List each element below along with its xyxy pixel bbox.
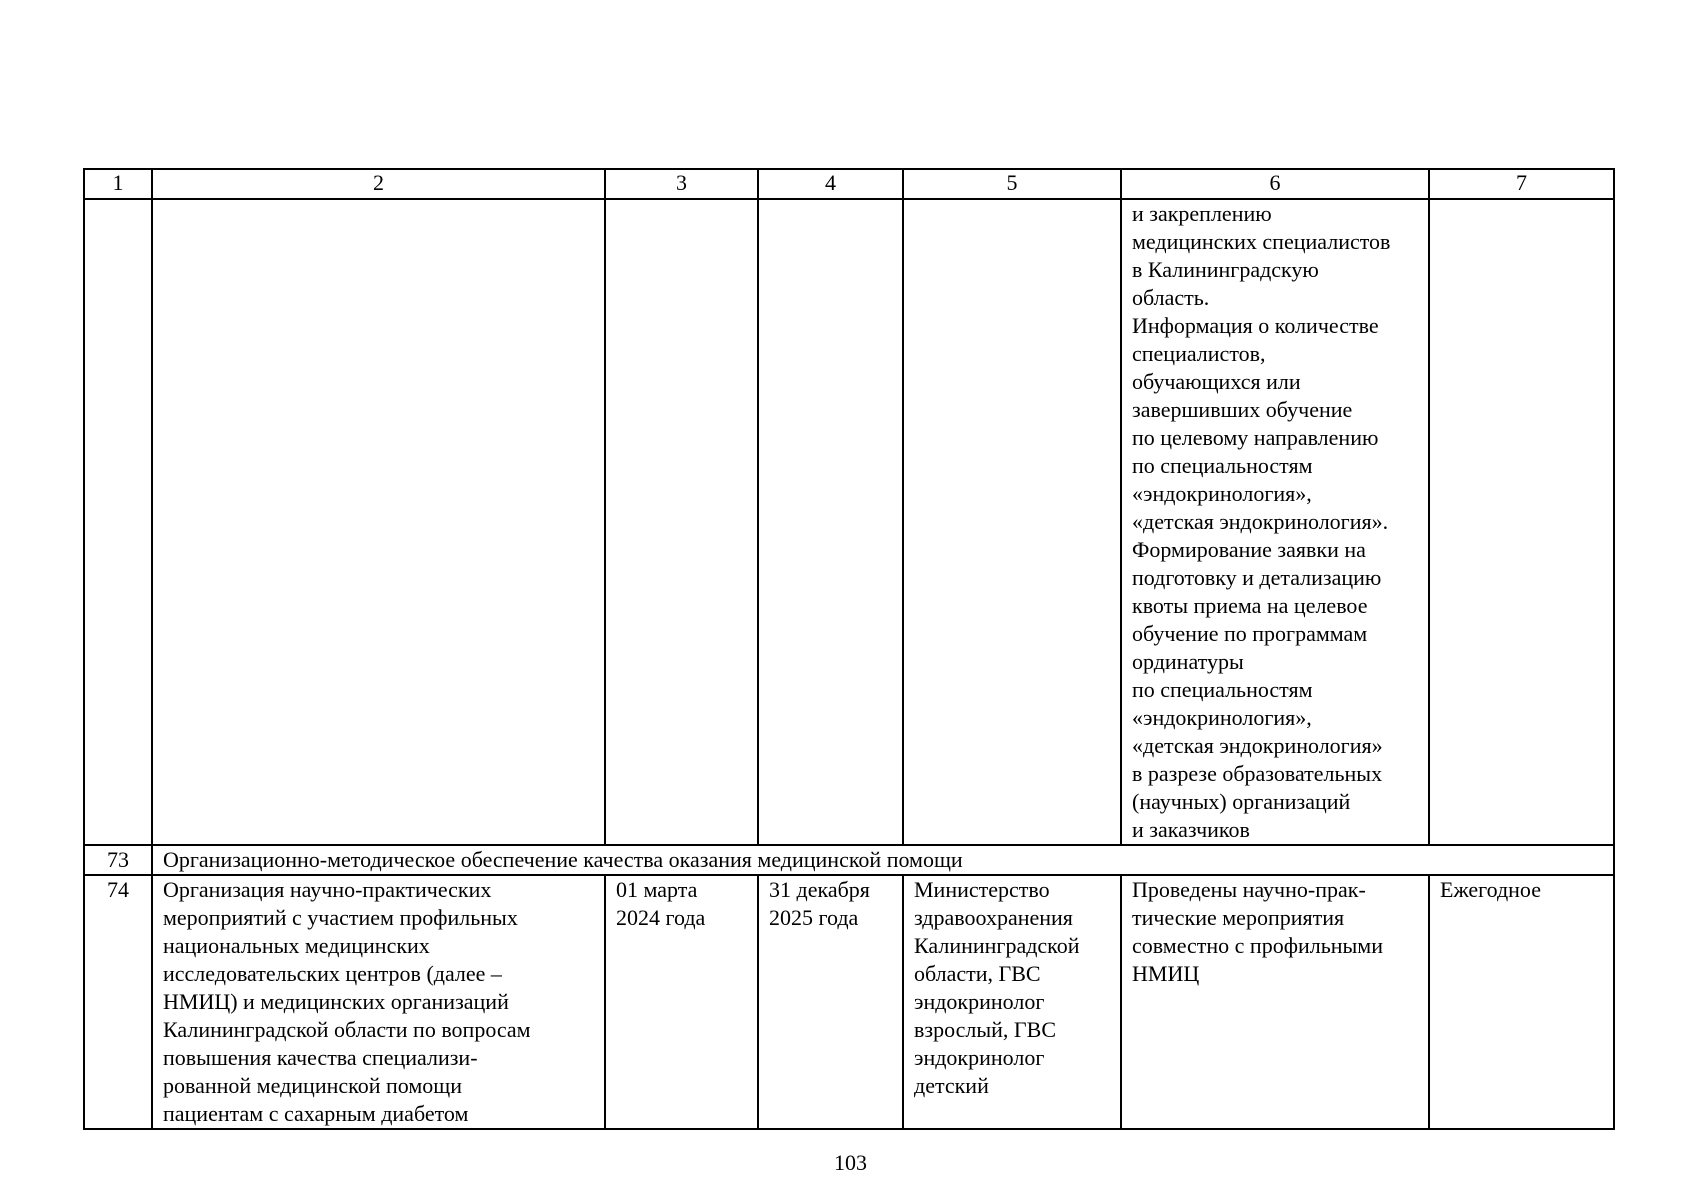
cell-activity [152,199,605,845]
section-title: Организационно-методическое обеспечение качества оказания медицинской помощи [152,845,1614,875]
page-number: 103 [834,1150,867,1175]
column-header-1: 1 [84,169,152,199]
table-row-section-73 [84,845,1614,875]
cell-end-date [758,199,903,845]
cell-start-date: 01 марта 2024 года [605,875,758,1129]
table-row-item-74 [84,875,1614,1129]
cell-result: Проведены научно-прак- тические мероприятия совместно с профильными НМИЦ [1121,875,1429,1129]
cell-activity: Организация научно-практических мероприятий с участием профильных национальных медицинских исследовательских центров (далее – НМИЦ) и медицинских организаций Калининградской области по вопросам повышения качества специализи- рованной медицинской помощи пациентам с сахарным диабетом [152,875,605,1129]
cell-responsible [903,199,1121,845]
cell-num: 73 [84,845,152,875]
column-number-header-row [84,169,1614,199]
cell-start-date [605,199,758,845]
column-header-6: 6 [1121,169,1429,199]
plan-table [83,168,1615,1130]
cell-end-date: 31 декабря 2025 года [758,875,903,1129]
column-header-7: 7 [1429,169,1614,199]
cell-periodicity: Ежегодное [1429,875,1614,1129]
column-header-5: 5 [903,169,1121,199]
column-header-2: 2 [152,169,605,199]
cell-num: 74 [84,875,152,1129]
cell-num [84,199,152,845]
cell-result: и закреплению медицинских специалистов в Калининградскую область. Информация о количестве специалистов, обучающихся или завершивших обучение по целевому направлению по специальностям «эндокринология», «детская эндокринология». Формирование заявки на подготовку и детализацию квоты приема на целевое обучение по программам ординатуры по специальностям «эндокринология», «детская эндокринология» в разрезе образовательных (научных) организаций и заказчиков [1121,199,1429,845]
column-header-3: 3 [605,169,758,199]
column-header-4: 4 [758,169,903,199]
cell-responsible: Министерство здравоохранения Калининградской области, ГВС эндокринолог взрослый, ГВС эндокринолог детский [903,875,1121,1129]
table-row-continuation [84,199,1614,845]
cell-periodicity [1429,199,1614,845]
